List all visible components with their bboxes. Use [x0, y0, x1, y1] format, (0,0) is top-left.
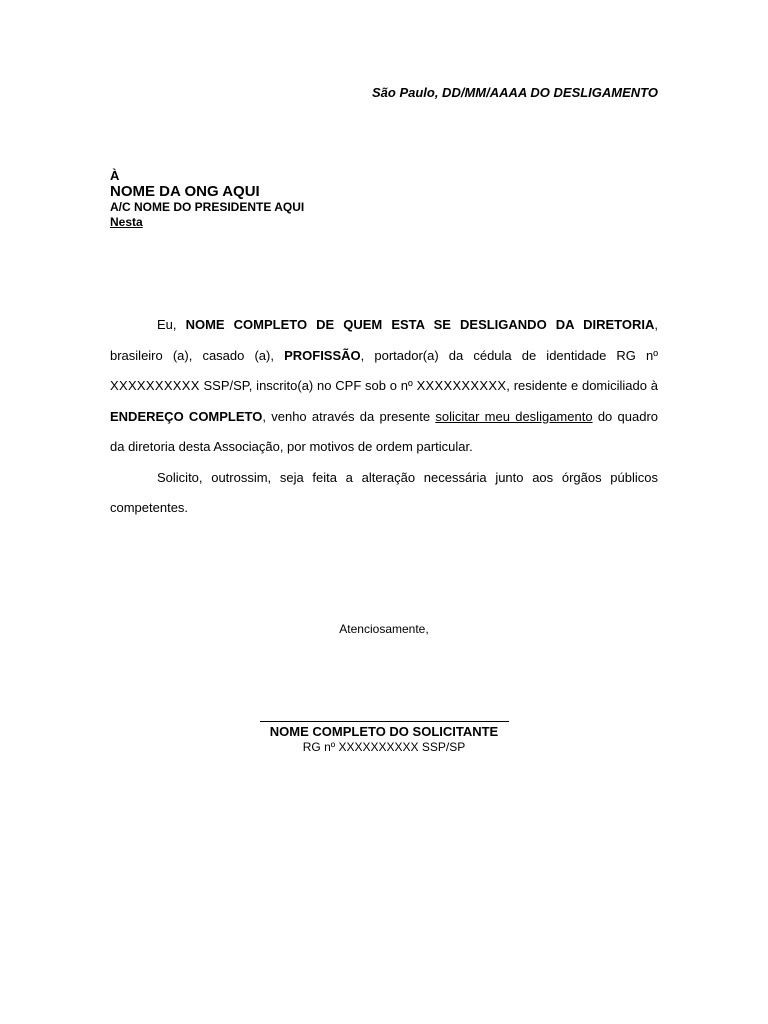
signature-line	[260, 711, 509, 722]
addressee-prefix: À	[110, 168, 120, 183]
signer-rg: RG nº XXXXXXXXXX SSP/SP	[302, 740, 466, 754]
attention-line: A/C NOME DO PRESIDENTE AQUI	[110, 200, 305, 214]
requester-name: NOME COMPLETO DE QUEM ESTA SE DESLIGANDO DA DIRETORIA	[185, 317, 655, 332]
text-segment: , residente e domiciliado à	[506, 378, 659, 393]
closing-salutation: Atenciosamente,	[339, 622, 429, 636]
cpf-number: XXXXXXXXXX	[416, 378, 507, 393]
signature-block	[0, 711, 768, 754]
rg-number: XXXXXXXXXX	[110, 378, 200, 393]
text-segment: , brasileiro (a), casado (a),	[110, 317, 658, 363]
signer-name: NOME COMPLETO DO SOLICITANTE	[269, 724, 499, 739]
request-phrase: solicitar meu desligamento	[435, 408, 593, 424]
text-segment: do quadro da diretoria desta Associação, por motivos de ordem particular.	[110, 408, 659, 454]
profession: PROFISSÃO	[284, 347, 361, 363]
text-segment: , portador(a) da cédula de identidade RG nº	[360, 347, 658, 363]
location-line: Nesta	[110, 215, 143, 229]
body-paragraph-1	[110, 310, 658, 463]
text-segment: , venho através da presente	[262, 408, 436, 424]
text-segment: SSP/SP, inscrito(a) no CPF sob o nº	[199, 378, 417, 393]
date-line: São Paulo, DD/MM/AAAA DO DESLIGAMENTO	[371, 85, 658, 100]
organization-name: NOME DA ONG AQUI	[110, 183, 260, 200]
intro-text: Eu,	[157, 317, 186, 332]
letter-body	[110, 310, 658, 524]
full-address: ENDEREÇO COMPLETO	[110, 408, 263, 424]
body-paragraph-2: Solicito, outrossim, seja feita a alteração necessária junto aos órgãos públicos competentes.	[110, 469, 658, 515]
addressee-block	[110, 168, 510, 230]
